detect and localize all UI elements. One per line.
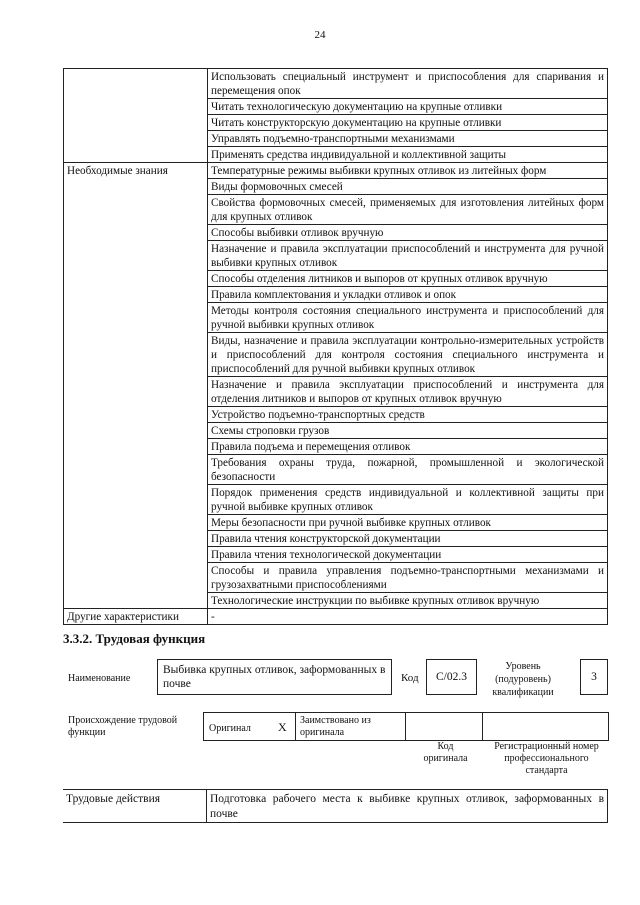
row-label — [64, 69, 208, 99]
table-row — [64, 609, 608, 625]
origin-divider-3 — [482, 713, 483, 740]
row-value: Правила чтения конструкторской документации — [208, 531, 608, 547]
row-label — [64, 99, 208, 115]
name-label: Наименование — [68, 673, 131, 684]
original-label: Оригинал — [209, 723, 251, 734]
row-label — [64, 407, 208, 423]
row-value: Способы и правила управления подъемно-транспортными механизмами и грузозахватными приспособлениями — [208, 563, 608, 593]
table-row — [64, 485, 608, 515]
level-value: 3 — [591, 671, 597, 683]
labor-actions-label: Трудовые действия — [63, 790, 207, 823]
table-row — [64, 195, 608, 225]
original-mark: X — [278, 720, 287, 734]
row-value: Виды, назначение и правила эксплуатации контрольно-измерительных устройств и приспособлений для контроля состояния специального инструмента и приспособлений для ручной выбивки крупных отливок — [208, 333, 608, 377]
row-value: Читать конструкторскую документацию на крупные отливки — [208, 115, 608, 131]
level-label: Уровень (подуровень) квалификации — [492, 661, 554, 698]
table-row — [64, 99, 608, 115]
row-value: Назначение и правила эксплуатации приспособлений и инструмента для отделения литников и выпоров от крупных отливок вручную — [208, 377, 608, 407]
page-number: 24 — [314, 29, 326, 41]
row-value: Применять средства индивидуальной и коллективной защиты — [208, 147, 608, 163]
row-value: Виды формовочных смесей — [208, 179, 608, 195]
origin-label: Происхождение трудовой функции — [68, 715, 178, 738]
table-row — [64, 515, 608, 531]
row-label — [64, 547, 208, 563]
section-title: 3.3.2. Трудовая функция — [63, 631, 206, 646]
row-label — [64, 423, 208, 439]
row-label — [64, 377, 208, 407]
row-label — [64, 455, 208, 485]
table-row — [64, 423, 608, 439]
row-label — [64, 333, 208, 377]
row-label — [64, 115, 208, 131]
row-label — [64, 131, 208, 147]
row-value: Схемы строповки грузов — [208, 423, 608, 439]
row-label — [64, 593, 208, 609]
table-row — [64, 377, 608, 407]
row-value: Правила подъема и перемещения отливок — [208, 439, 608, 455]
table-row — [64, 563, 608, 593]
name-box — [157, 659, 392, 695]
origin-code-caption: Код оригинала — [423, 741, 468, 764]
table-row — [64, 287, 608, 303]
row-value: - — [208, 609, 608, 625]
row-value: Способы отделения литников и выпоров от крупных отливок вручную — [208, 271, 608, 287]
table-row — [64, 115, 608, 131]
table-row — [64, 163, 608, 179]
row-label — [64, 271, 208, 287]
row-value: Свойства формовочных смесей, применяемых для изготовления литейных форм для крупных отливок — [208, 195, 608, 225]
code-value: С/02.3 — [436, 671, 467, 683]
table-row — [64, 547, 608, 563]
table-row — [64, 593, 608, 609]
row-value: Способы выбивки отливок вручную — [208, 225, 608, 241]
row-label — [64, 563, 208, 593]
table-row — [64, 455, 608, 485]
row-label — [64, 439, 208, 455]
requirements-table-body — [64, 69, 608, 625]
borrowed-label: Заимствовано из оригинала — [300, 715, 371, 738]
table-row — [64, 271, 608, 287]
row-label — [64, 531, 208, 547]
name-value: Выбивка крупных отливок, заформованных в почве — [163, 664, 386, 690]
table-row — [64, 225, 608, 241]
row-value: Устройство подъемно-транспортных средств — [208, 407, 608, 423]
row-label — [64, 195, 208, 225]
row-value: Методы контроля состояния специального инструмента и приспособлений для ручной выбивки крупных отливок — [208, 303, 608, 333]
level-box — [580, 659, 608, 695]
table-row — [64, 147, 608, 163]
row-label — [64, 303, 208, 333]
table-row — [64, 69, 608, 99]
code-box — [426, 659, 477, 695]
table-row — [64, 407, 608, 423]
origin-boxes — [203, 712, 609, 741]
row-value: Назначение и правила эксплуатации приспособлений и инструмента для ручной выбивки крупных отливок — [208, 241, 608, 271]
table-row — [64, 131, 608, 147]
code-label: Код — [401, 672, 419, 684]
row-value: Порядок применения средств индивидуальной и коллективной защиты при ручной выбивке крупных отливок — [208, 485, 608, 515]
row-value: Технологические инструкции по выбивке крупных отливок вручную — [208, 593, 608, 609]
table-row — [64, 241, 608, 271]
row-label — [64, 515, 208, 531]
table-row — [64, 531, 608, 547]
row-label: Необходимые знания — [64, 163, 208, 179]
row-label — [64, 241, 208, 271]
labor-actions-row — [63, 790, 608, 823]
row-value: Использовать специальный инструмент и приспособления для спаривания и перемещения опок — [208, 69, 608, 99]
row-label — [64, 225, 208, 241]
labor-actions-value: Подготовка рабочего места к выбивке крупных отливок, заформованных в почве — [207, 790, 608, 823]
row-label: Другие характеристики — [64, 609, 208, 625]
row-label — [64, 147, 208, 163]
row-value: Требования охраны труда, пожарной, промышленной и экологической безопасности — [208, 455, 608, 485]
reg-number-caption: Регистрационный номер профессионального стандарта — [494, 741, 599, 776]
row-value: Управлять подъемно-транспортными механизмами — [208, 131, 608, 147]
row-label — [64, 287, 208, 303]
row-label — [64, 179, 208, 195]
row-label — [64, 485, 208, 515]
requirements-table — [63, 68, 608, 625]
row-value: Меры безопасности при ручной выбивке крупных отливок — [208, 515, 608, 531]
origin-divider-1 — [295, 713, 296, 740]
row-value: Правила чтения технологической документации — [208, 547, 608, 563]
table-row — [64, 439, 608, 455]
table-row — [64, 303, 608, 333]
row-value: Температурные режимы выбивки крупных отливок из литейных форм — [208, 163, 608, 179]
labor-actions-table — [63, 789, 608, 823]
origin-divider-2 — [405, 713, 406, 740]
row-value: Правила комплектования и укладки отливок и опок — [208, 287, 608, 303]
table-row — [64, 333, 608, 377]
table-row — [64, 179, 608, 195]
row-value: Читать технологическую документацию на крупные отливки — [208, 99, 608, 115]
